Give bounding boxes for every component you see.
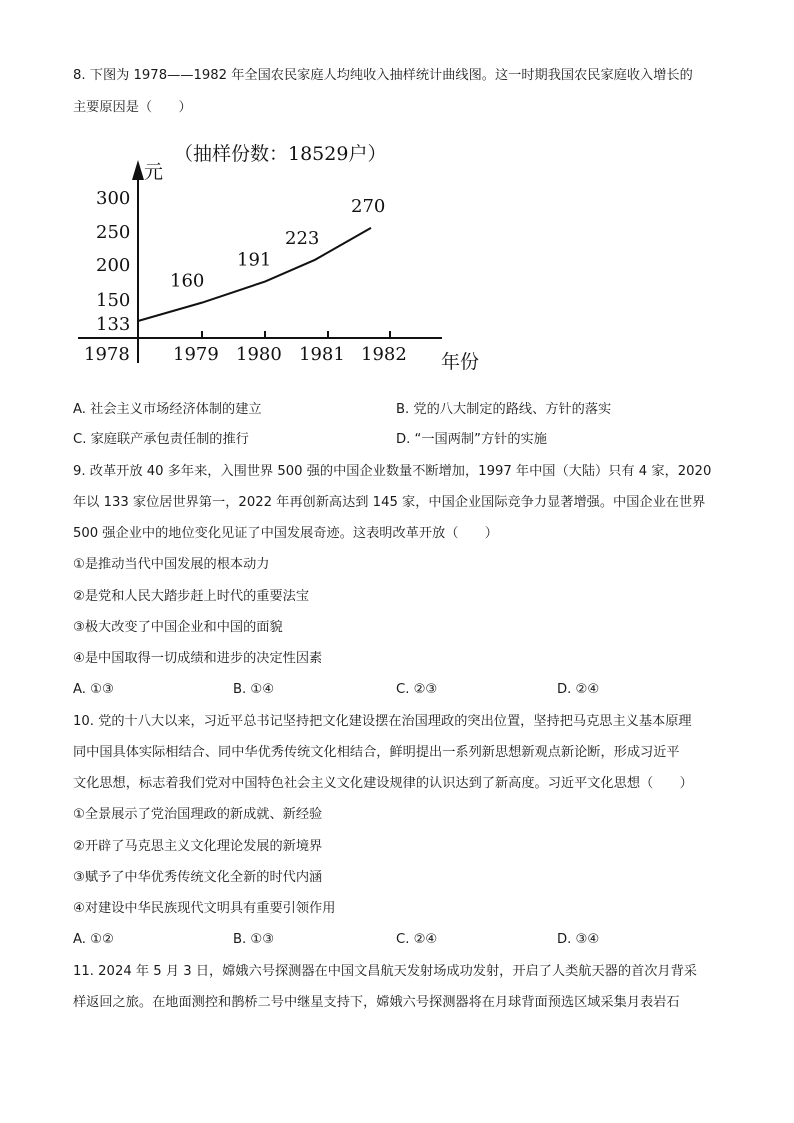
data-label: 191 [237, 249, 272, 271]
q11-stem-line1: 11. 2024 年 5 月 3 日，嫦娥六号探测器在中国文昌航天发射场成功发射，开启了人类航天器的首次月背采 [73, 964, 697, 979]
q10-option-b[interactable]: B. ①③ [233, 932, 275, 947]
q10-item-2: ②开辟了马克思主义文化理论发展的新境界 [73, 839, 323, 854]
y-tick-label: 200 [96, 255, 131, 276]
x-tick-label: 1982 [361, 344, 407, 365]
q10-item-4: ④对建设中华民族现代文明具有重要引领作用 [73, 901, 336, 916]
q10-option-c[interactable]: C. ②④ [396, 932, 438, 947]
data-label: 270 [351, 195, 386, 217]
q10-stem-line3: 文化思想，标志着我们党对中国特色社会主义文化建设规律的认识达到了新高度。习近平文化思想（ ） [73, 776, 693, 791]
data-label: 160 [170, 270, 205, 292]
q9-stem-line3: 500 强企业中的地位变化见证了中国发展奇迹。这表明改革开放（ ） [73, 526, 498, 541]
y-tick-label: 150 [96, 290, 131, 311]
chart-title: （抽样份数：18529户） [174, 143, 387, 165]
q8-option-b[interactable]: B. 党的八大制定的路线、方针的落实 [396, 402, 612, 417]
q9-item-3: ③极大改变了中国企业和中国的面貌 [73, 620, 283, 635]
q8-stem-line1: 8. 下图为 1978——1982 年全国农民家庭人均纯收入抽样统计曲线图。这一时期我国农民家庭收入增长的 [73, 68, 693, 83]
y-tick-label: 250 [96, 222, 131, 243]
q10-stem-line2: 同中国具体实际相结合、同中华优秀传统文化相结合，鲜明提出一系列新思想新观点新论断，形成习近平 [73, 745, 680, 760]
q9-option-d[interactable]: D. ②④ [557, 682, 600, 697]
q8-option-a[interactable]: A. 社会主义市场经济体制的建立 [73, 402, 262, 417]
q9-stem-line2: 年以 133 家位居世界第一，2022 年再创新高达到 145 家，中国企业国际竞争力显著增强。中国企业在世界 [73, 495, 706, 510]
q10-option-a[interactable]: A. ①② [73, 932, 114, 947]
q9-option-a[interactable]: A. ①③ [73, 682, 114, 697]
series-layer [138, 196, 385, 321]
y-axis-label: 元 [144, 161, 164, 183]
q10-option-d[interactable]: D. ③④ [557, 932, 600, 947]
x-tick-label: 1978 [84, 344, 130, 365]
x-axis-label: 年份 [441, 351, 480, 373]
q10-item-3: ③赋予了中华优秀传统文化全新的时代内涵 [73, 870, 323, 885]
q9-option-c[interactable]: C. ②③ [396, 682, 438, 697]
q8-option-d[interactable]: D. “一国两制”方针的实施 [396, 432, 547, 447]
q9-item-1: ①是推动当代中国发展的根本动力 [73, 557, 270, 572]
data-label: 223 [285, 227, 320, 249]
income-line-chart [70, 138, 510, 378]
q9-item-2: ②是党和人民大踏步赶上时代的重要法宝 [73, 589, 310, 604]
x-tick-label: 1980 [236, 344, 282, 365]
y-axis-arrow [132, 160, 144, 180]
q10-item-1: ①全景展示了党治国理政的新成就、新经验 [73, 807, 323, 822]
q8-option-c[interactable]: C. 家庭联产承包责任制的推行 [73, 432, 249, 447]
q9-stem-line1: 9. 改革开放 40 多年来，入围世界 500 强的中国企业数量不断增加，1997 年中国（大陆）只有 4 家，2020 [73, 464, 712, 479]
y-tick-label: 300 [96, 188, 131, 209]
q8-stem-line2: 主要原因是（ ） [73, 100, 192, 115]
q9-option-b[interactable]: B. ①④ [233, 682, 275, 697]
q11-stem-line2: 样返回之旅。在地面测控和鹊桥二号中继星支持下，嫦娥六号探测器将在月球背面预选区域采集月表岩石 [73, 995, 680, 1010]
q9-item-4: ④是中国取得一切成绩和进步的决定性因素 [73, 651, 323, 666]
q10-stem-line1: 10. 党的十八大以来，习近平总书记坚持把文化建设摆在治国理政的突出位置，坚持把马克思主义基本原理 [73, 714, 692, 729]
x-tick-label: 1979 [173, 344, 219, 365]
y-tick-label: 133 [96, 314, 131, 335]
x-tick-label: 1981 [299, 344, 345, 365]
